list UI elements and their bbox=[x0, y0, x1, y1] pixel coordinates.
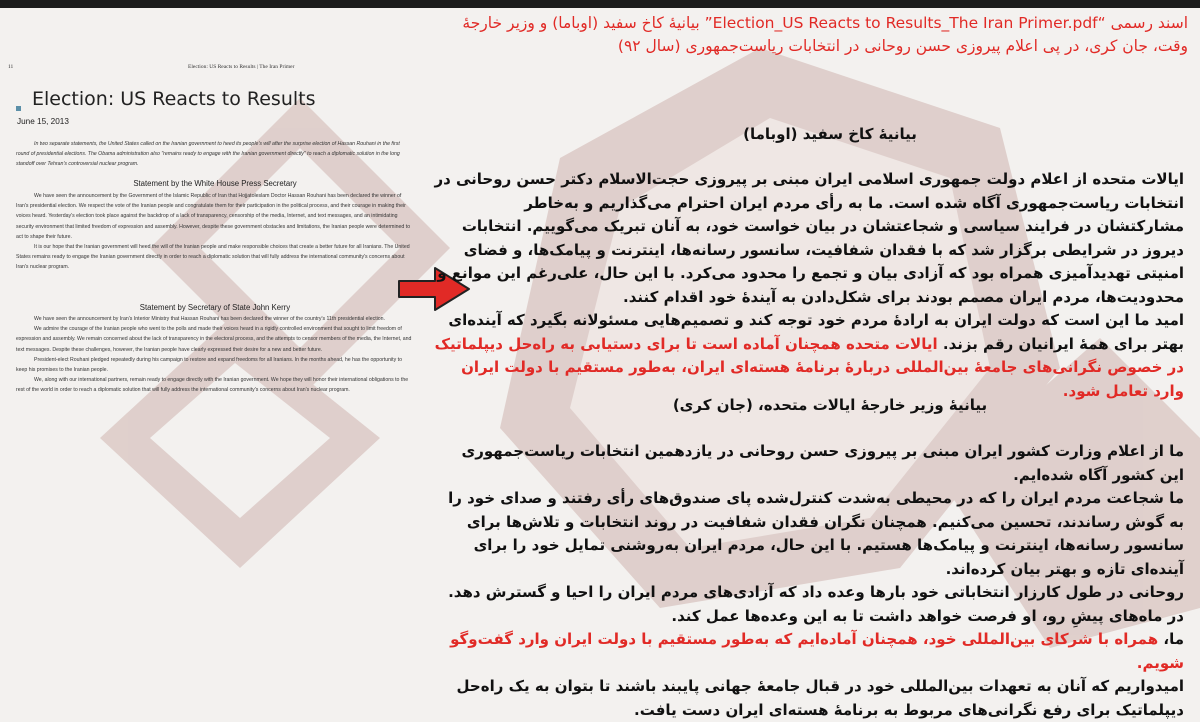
intro-paragraph bbox=[16, 139, 414, 170]
running-header: Election: US Reacts to Results | The Iran Primer bbox=[188, 64, 295, 70]
caption-label: اسند رسمی bbox=[1110, 14, 1188, 32]
document-date: June 15, 2013 bbox=[17, 117, 69, 126]
persian-paragraph: امیدواریم که آنان به تعهدات بین‌المللی خود در قبال جامعهٔ جهانی پایبند باشند تا بتوان به یک راه‌حل دیپلماتیک برای رفع نگرانی‌های مربوط به برنامهٔ هسته‌ای ایران دست یافت. bbox=[456, 677, 1184, 719]
title-bullet bbox=[16, 106, 21, 111]
paragraph: President-elect Rouhani pledged repeatedly during his campaign to restore and expand freedoms for all Iranians. In the months ahead, he has the opportunity to keep his promises to the Iranian people. bbox=[16, 356, 402, 374]
paragraph: We, along with our international partners, remain ready to engage directly with the Iranian government. We hope they will honor their international obligations to the rest of the world in order to reach a diplomatic solution that will fully address the international community's concerns about Iran's nuclear program. bbox=[16, 377, 409, 394]
persian-paragraph: ما شجاعت مردم ایران را که در محیطی به‌شدت کنترل‌شده پای صندوق‌های رأی رفتند و صدای خود را به گوش رساندند، تحسین می‌کنیم. همچنان نگران فقدان شفافیت در روند انتخابات و تلاش‌ها برای سانسور رسانه‌ها، اینترنت و پیامک‌ها هستیم. با این حال، مردم ایران به‌روشنی تمایل خود را برای آینده‌ای تازه و بهتر بیان کرده‌اند. bbox=[448, 489, 1184, 578]
intro-text: In two separate statements, the United States called on the Iranian government to heed its people's will after the surprise election of Hassan Rouhani in the first round of presidential elections. The Obama administration also "remains ready to engage with the Iranian government directly" to reach a diplomatic solution in the long standoff over Tehran's controversial nuclear program. bbox=[16, 141, 400, 168]
section-body-white-house bbox=[16, 191, 414, 273]
paragraph: It is our hope that the Iranian government will heed the will of the Iranian people and make responsible choices that create a better future for all Iranians. The United States remains ready to engage the Iranian government directly in order to reach a diplomatic solution that will fully address the international community's concerns about Iran's nuclear program. bbox=[16, 244, 410, 271]
persian-paragraph: ما از اعلام وزارت کشور ایران مبنی بر پیروزی حسن روحانی در یازدهمین انتخابات ریاست‌جمهوری این کشور آگاه شده‌ایم. bbox=[461, 442, 1184, 484]
persian-text: امید ما این است که دولت ایران به ارادهٔ مردم خود توجه کند و تصمیم‌هایی مسئولانه بگیرد که آینده‌ای بهتر برای همهٔ ایرانیان رقم بزند. bbox=[448, 311, 1184, 353]
caption-filename: “Election_US Reacts to Results_The Iran Primer.pdf” bbox=[704, 14, 1106, 32]
persian-paragraph: روحانی در طول کارزار انتخاباتی خود بارها وعده داد که آزادی‌های مردم ایران را احیا و گسترش دهد. در ماه‌های پیشِ رو، او فرصت خواهد داشت تا به این وعده‌ها عمل کند. bbox=[448, 583, 1184, 625]
persian-text: ما، bbox=[1163, 630, 1184, 648]
page-number: 11 bbox=[8, 64, 14, 70]
caption-description: بیانیهٔ کاخ سفید (اوباما) و وزیر خارجهٔ وقت، جان کری، در پی اعلام پیروزی حسن روحانی در انتخابات ریاست‌جمهوری (سال ۹۲) bbox=[462, 14, 1188, 55]
paragraph: We have seen the announcement by the Government of the Islamic Republic of Iran that Hojjatoleslam Doctor Hassan Rouhani has been declared the winner of Iran's presidential election. We respect the vote of the Iranian people and congratulate them for their participation in the political process, and their courage in making their voices heard. Yesterday's election took place against the backdrop of a lack of transparency, censorship of the media, Internet, and text messages, and an intimidating security environment that limited freedom of expression and assembly. However, despite these government obstacles and limitations, the Iranian people were determined to act to shape their future. bbox=[16, 193, 411, 240]
persian-paragraph-4 bbox=[434, 628, 1184, 675]
persian-paragraph-2 bbox=[434, 309, 1184, 403]
paragraph: We admire the courage of the Iranian people who went to the polls and made their voices heard in a rigidly controlled environment that sought to limit freedom of expression and assembly. We remain concerned about the lack of transparency in the electoral process, and the attempts to censor members of the media, the Internet, and text messages. Despite these challenges, however, the Iranian people have clearly expressed their desire for a new and better future. bbox=[16, 326, 412, 353]
persian-highlight: همراه با شرکای بین‌المللی خود، همچنان آماده‌ایم که به‌طور مستقیم با دولت ایران وارد گفت‌وگو شویم. bbox=[450, 630, 1184, 672]
persian-body-kerry bbox=[434, 440, 1184, 722]
section-body-kerry bbox=[16, 314, 414, 396]
persian-body-white-house bbox=[434, 168, 1184, 403]
caption bbox=[428, 12, 1188, 57]
top-bar bbox=[0, 0, 1200, 8]
persian-highlight: ایالات متحده همچنان آماده است تا برای دستیابی به راه‌حل دیپلماتیک در خصوص نگرانی‌های جامعهٔ بین‌المللی دربارهٔ برنامهٔ هسته‌ای ایران، به‌طور مستقیم با دولت ایران وارد تعامل شود. bbox=[434, 334, 1184, 400]
document-title: Election: US Reacts to Results bbox=[32, 88, 316, 110]
section-heading-white-house: Statement by the White House Press Secretary bbox=[133, 179, 297, 188]
paragraph: We have seen the announcement by Iran's Interior Ministry that Hassan Rouhani has been declared the winner of the country's 11th presidential election. bbox=[34, 316, 385, 322]
persian-paragraph: ایالات متحده از اعلام دولت جمهوری اسلامی ایران مبنی بر پیروزی حجت‌الاسلام دکتر حسن روحانی در انتخابات ریاست‌جمهوری آگاه شده است. ما به رأی مردم ایران احترام می‌گذاریم و به‌خاطر مشارکتشان در فرایند سیاسی و شجاعتشان در بیان خواست خود، به آنان تبریک می‌گوییم. انتخابات دیروز در شرایطی برگزار شد که با فقدان شفافیت، سانسور رسانه‌ها، اینترنت و پیامک‌ها، و فضای امنیتی تهدیدآمیزی همراه بود که آزادی بیان و تجمع را محدود می‌کرد. با این حال، علی‌رغم این موانع و محدودیت‌ها، مردم ایران مصمم بودند برای شکل‌دادن به آیندهٔ خود اقدام کنند. bbox=[434, 170, 1184, 306]
english-document bbox=[0, 8, 430, 684]
persian-heading-kerry: بیانیهٔ وزیر خارجهٔ ایالات متحده، (جان کری) bbox=[672, 396, 988, 414]
section-heading-kerry: Statement by Secretary of State John Kerry bbox=[139, 303, 291, 312]
persian-heading-white-house: بیانیهٔ کاخ سفید (اوباما) bbox=[743, 125, 917, 143]
